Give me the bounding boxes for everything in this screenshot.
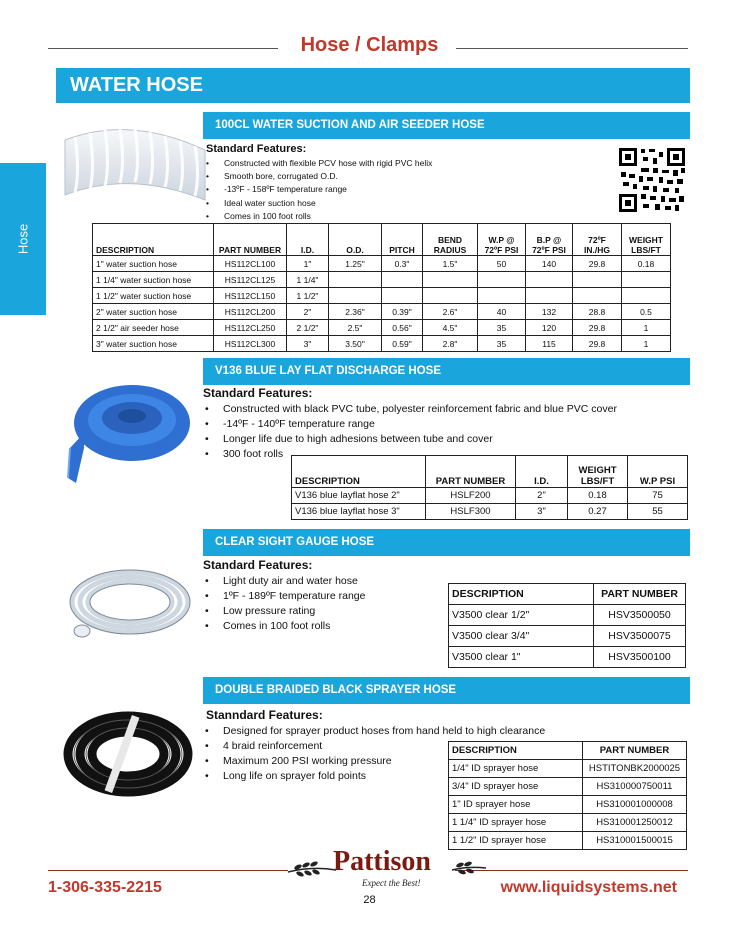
table-row: [449, 778, 687, 796]
wheat-icon-right: [450, 856, 488, 880]
layflat-hose-table: [291, 455, 688, 520]
table-cell: [329, 288, 382, 304]
feature-item: • Maximum 200 PSI working pressure: [203, 754, 545, 769]
table-cell: 1: [622, 320, 671, 336]
sprayer-hose-table: [448, 741, 687, 850]
header-rule-right: [456, 48, 688, 49]
table-cell: HS112CL250: [214, 320, 287, 336]
feature-item: • Constructed with black PVC tube, polyester reinforcement fabric and blue PVC cover: [203, 402, 617, 417]
table-cell: 0.39": [382, 304, 423, 320]
table-cell: 0.59": [382, 336, 423, 352]
table-cell: 1: [622, 336, 671, 352]
col-header: O.D.: [329, 224, 382, 256]
feature-item: • 1ºF - 189ºF temperature range: [203, 589, 366, 604]
table-cell: [329, 272, 382, 288]
table-cell: 120: [526, 320, 573, 336]
table-cell: 3": [516, 504, 568, 520]
table-row: [93, 256, 671, 272]
table-cell: HS310001000008: [583, 796, 687, 814]
col-header: W.P @ 72ºF PSI: [478, 224, 526, 256]
table-cell: HSV3500075: [594, 626, 686, 647]
feature-item: • Comes in 100 foot rolls: [204, 210, 432, 223]
table-row: [449, 626, 686, 647]
table-row: [93, 288, 671, 304]
table-cell: HS112CL200: [214, 304, 287, 320]
table-cell: 35: [478, 320, 526, 336]
footer-rule-right: [455, 870, 688, 871]
feature-item: • -13ºF - 158ºF temperature range: [204, 183, 432, 196]
table-row: [93, 304, 671, 320]
col-header: PART NUMBER: [426, 456, 516, 488]
col-header: WEIGHT LBS/FT: [622, 224, 671, 256]
table-cell: [478, 288, 526, 304]
table-cell: 2.8": [423, 336, 478, 352]
col-header: W.P PSI: [628, 456, 688, 488]
table-cell: 1 1/2": [287, 288, 329, 304]
table-cell: 2.5": [329, 320, 382, 336]
table-cell: 2.36": [329, 304, 382, 320]
col-header: PART NUMBER: [214, 224, 287, 256]
table-cell: V3500 clear 3/4": [449, 626, 594, 647]
feature-item: • Light duty air and water hose: [203, 574, 366, 589]
table-cell: 1": [287, 256, 329, 272]
table-cell: [382, 288, 423, 304]
table-cell: 29.8: [573, 256, 622, 272]
table-cell: 2 1/2": [287, 320, 329, 336]
table-cell: 1 1/2" water suction hose: [93, 288, 214, 304]
table-cell: 3/4" ID sprayer hose: [449, 778, 583, 796]
feature-item: • Low pressure rating: [203, 604, 366, 619]
feature-list: [203, 574, 366, 634]
suction-hose-table: [92, 223, 671, 352]
black-sprayer-hose-image: [58, 704, 198, 809]
table-cell: 3": [287, 336, 329, 352]
table-cell: 2" water suction hose: [93, 304, 214, 320]
table-cell: 2": [516, 488, 568, 504]
col-header: DESCRIPTION: [449, 742, 583, 760]
feature-item: • 300 foot rolls: [203, 447, 617, 462]
col-header: WEIGHT LBS/FT: [568, 456, 628, 488]
feature-list: [204, 157, 432, 223]
table-cell: 115: [526, 336, 573, 352]
table-cell: 4.5": [423, 320, 478, 336]
clear-gauge-hose-image: [60, 556, 200, 651]
wheat-icon: [286, 852, 338, 882]
table-cell: 132: [526, 304, 573, 320]
table-row: [449, 814, 687, 832]
table-row: [93, 320, 671, 336]
table-cell: 35: [478, 336, 526, 352]
table-row: [292, 504, 688, 520]
table-cell: [526, 272, 573, 288]
pattison-logo: Pattison: [333, 846, 431, 877]
feature-item: • Longer life due to high adhesions between tube and cover: [203, 432, 617, 447]
table-cell: 1" water suction hose: [93, 256, 214, 272]
col-header: DESCRIPTION: [449, 584, 594, 605]
table-cell: 1/4" ID sprayer hose: [449, 760, 583, 778]
table-cell: HSV3500050: [594, 605, 686, 626]
table-cell: 1.5": [423, 256, 478, 272]
features-title: Standard Features:: [203, 386, 313, 400]
table-cell: 3.50": [329, 336, 382, 352]
table-cell: 0.18: [622, 256, 671, 272]
table-row: [93, 272, 671, 288]
side-tab-label: Hose: [15, 223, 31, 255]
table-cell: 0.3": [382, 256, 423, 272]
table-cell: 3" water suction hose: [93, 336, 214, 352]
table-cell: HSLF200: [426, 488, 516, 504]
col-header: PITCH: [382, 224, 423, 256]
table-cell: HS310001500015: [583, 832, 687, 850]
table-cell: 0.56": [382, 320, 423, 336]
table-cell: 28.8: [573, 304, 622, 320]
feature-list: [203, 402, 617, 462]
table-cell: [526, 288, 573, 304]
table-cell: 75: [628, 488, 688, 504]
feature-item: • Constructed with flexible PCV hose with rigid PVC helix: [204, 157, 432, 170]
feature-item: • -14ºF - 140ºF temperature range: [203, 417, 617, 432]
feature-item: • 4 braid reinforcement: [203, 739, 545, 754]
section-banner: WATER HOSE: [56, 68, 690, 103]
table-cell: [382, 272, 423, 288]
table-row: [449, 647, 686, 668]
col-header: I.D.: [516, 456, 568, 488]
table-cell: 0.5: [622, 304, 671, 320]
col-header: PART NUMBER: [594, 584, 686, 605]
footer-phone[interactable]: 1-306-335-2215: [48, 879, 162, 896]
table-cell: 1 1/4" water suction hose: [93, 272, 214, 288]
table-cell: 0.27: [568, 504, 628, 520]
table-cell: HS112CL300: [214, 336, 287, 352]
features-title: Stanndard Features:: [206, 708, 323, 722]
features-title: Standard Features:: [206, 143, 307, 155]
sight-gauge-hose-table: [448, 583, 686, 668]
page-number: 28: [363, 894, 376, 906]
table-cell: 140: [526, 256, 573, 272]
table-cell: [478, 272, 526, 288]
table-cell: 50: [478, 256, 526, 272]
table-cell: V136 blue layflat hose 3": [292, 504, 426, 520]
table-cell: 55: [628, 504, 688, 520]
clear-suction-hose-image: [60, 120, 210, 215]
table-cell: 29.8: [573, 320, 622, 336]
table-row: [449, 832, 687, 850]
feature-item: • Long life on sprayer fold points: [203, 769, 545, 784]
col-header: DESCRIPTION: [292, 456, 426, 488]
table-cell: HSTITONBK2000025: [583, 760, 687, 778]
table-cell: 29.8: [573, 336, 622, 352]
section-title-sprayer-hose: DOUBLE BRAIDED BLACK SPRAYER HOSE: [203, 677, 690, 704]
table-row: [93, 336, 671, 352]
table-cell: HS112CL125: [214, 272, 287, 288]
table-cell: 2": [287, 304, 329, 320]
table-cell: [573, 272, 622, 288]
col-header: B.P @ 72ºF PSI: [526, 224, 573, 256]
logo-tagline: Expect the Best!: [362, 878, 421, 888]
footer-website-link[interactable]: www.liquidsystems.net: [500, 879, 677, 896]
table-cell: 2.6": [423, 304, 478, 320]
table-cell: V136 blue layflat hose 2": [292, 488, 426, 504]
col-header: BEND RADIUS: [423, 224, 478, 256]
blue-layflat-hose-image: [62, 378, 192, 493]
table-cell: V3500 clear 1": [449, 647, 594, 668]
table-cell: 1 1/4": [287, 272, 329, 288]
table-cell: HS112CL100: [214, 256, 287, 272]
table-cell: 2 1/2" air seeder hose: [93, 320, 214, 336]
feature-item: • Comes in 100 foot rolls: [203, 619, 366, 634]
table-cell: 1" ID sprayer hose: [449, 796, 583, 814]
features-title: Standard Features:: [203, 558, 313, 572]
col-header: I.D.: [287, 224, 329, 256]
table-cell: [423, 272, 478, 288]
table-cell: [423, 288, 478, 304]
table-cell: HSV3500100: [594, 647, 686, 668]
table-row: [449, 760, 687, 778]
feature-item: • Designed for sprayer product hoses from hand held to high clearance: [203, 724, 545, 739]
section-title-sight-gauge-hose: CLEAR SIGHT GAUGE HOSE: [203, 529, 690, 556]
page-title: Hose / Clamps: [300, 34, 439, 56]
table-row: [449, 796, 687, 814]
table-header-row: [449, 584, 686, 605]
table-cell: 1.25": [329, 256, 382, 272]
footer-rule-left: [48, 870, 288, 871]
table-cell: V3500 clear 1/2": [449, 605, 594, 626]
table-row: [292, 488, 688, 504]
feature-item: • Ideal water suction hose: [204, 197, 432, 210]
table-cell: HS310001250012: [583, 814, 687, 832]
table-cell: [622, 272, 671, 288]
col-header: DESCRIPTION: [93, 224, 214, 256]
section-title-suction-hose: 100CL WATER SUCTION AND AIR SEEDER HOSE: [203, 112, 690, 139]
table-cell: HSLF300: [426, 504, 516, 520]
table-header-row: [292, 456, 688, 488]
table-row: [449, 605, 686, 626]
table-header-row: [93, 224, 671, 256]
col-header: 72ºF IN./HG: [573, 224, 622, 256]
col-header: PART NUMBER: [583, 742, 687, 760]
table-cell: 40: [478, 304, 526, 320]
table-cell: 1 1/2" ID sprayer hose: [449, 832, 583, 850]
table-cell: 1 1/4" ID sprayer hose: [449, 814, 583, 832]
feature-item: • Smooth bore, corrugated O.D.: [204, 170, 432, 183]
table-cell: [573, 288, 622, 304]
qr-code-icon[interactable]: [617, 146, 687, 214]
table-header-row: [449, 742, 687, 760]
table-cell: [622, 288, 671, 304]
section-title-layflat-hose: V136 BLUE LAY FLAT DISCHARGE HOSE: [203, 358, 690, 385]
table-cell: HS112CL150: [214, 288, 287, 304]
table-cell: 0.18: [568, 488, 628, 504]
table-cell: HS310000750011: [583, 778, 687, 796]
side-tab-hose[interactable]: [0, 163, 46, 315]
